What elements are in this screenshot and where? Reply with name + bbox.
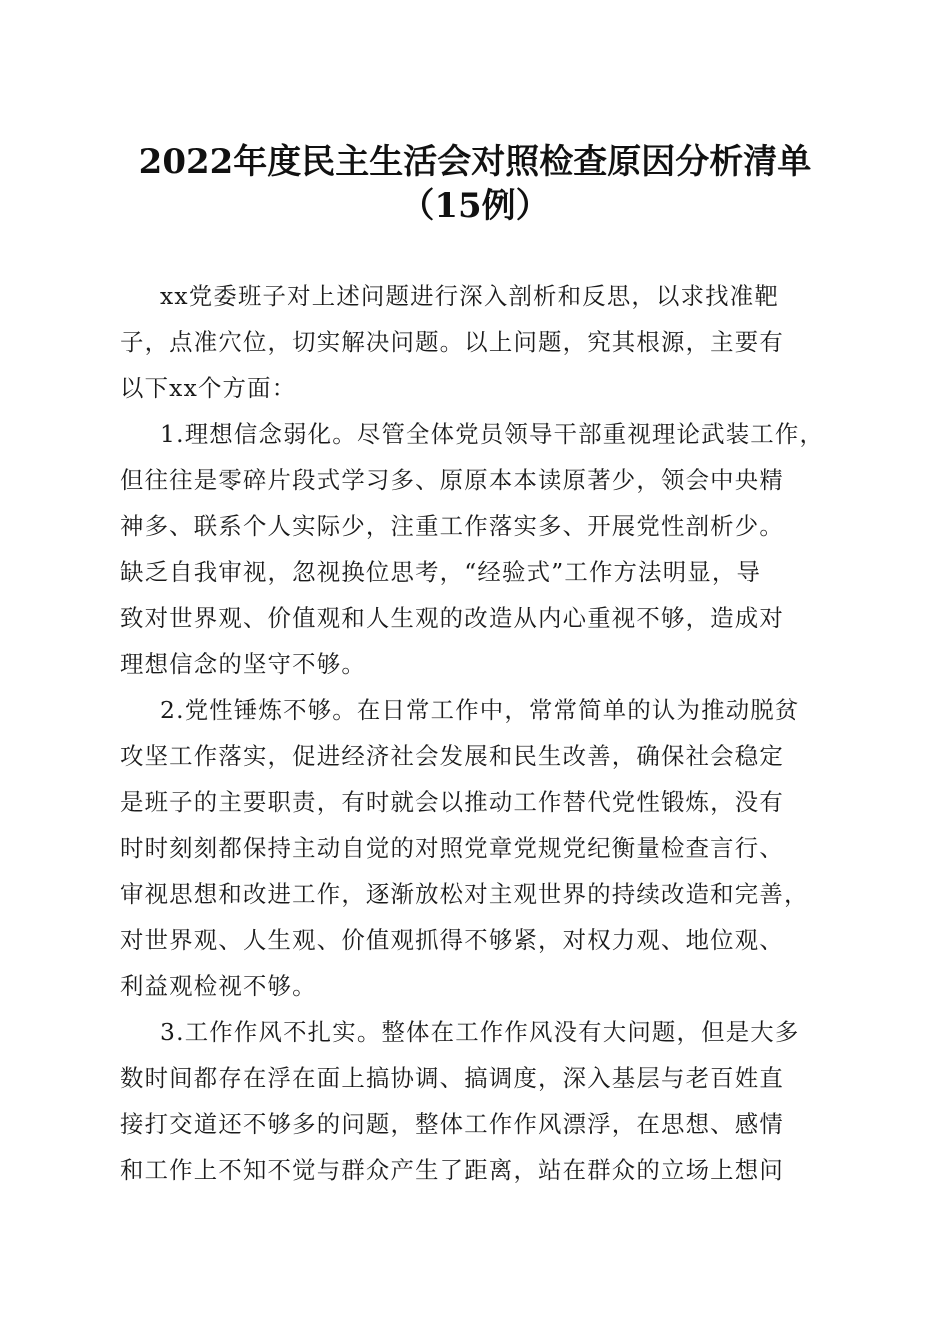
paragraph-line: 接打交道还不够多的问题，整体工作作风漂浮，在思想、感情 — [120, 1110, 784, 1138]
paragraph-line: 数时间都存在浮在面上搞协调、搞调度，深入基层与老百姓直 — [120, 1064, 784, 1092]
paragraph-item-1 — [120, 411, 832, 687]
paragraph-item-2 — [120, 687, 832, 1009]
paragraph-line: 攻坚工作落实，促进经济社会发展和民生改善，确保社会稳定 — [120, 742, 784, 770]
paragraph-line: xx党委班子对上述问题进行深入剖析和反思，以求找准靶 — [160, 282, 779, 310]
paragraph-line: 2.党性锤炼不够。在日常工作中，常常简单的认为推动脱贫 — [160, 696, 800, 724]
paragraph-line: 神多、联系个人实际少，注重工作落实多、开展党性剖析少。 — [120, 512, 784, 540]
document-title: 2022年度民主生活会对照检查原因分析清单 — [138, 142, 812, 182]
paragraph-line: 利益观检视不够。 — [120, 972, 317, 1000]
paragraph-line: 理想信念的坚守不够。 — [120, 650, 366, 678]
paragraph-line: 和工作上不知不觉与群众产生了距离，站在群众的立场上想问 — [120, 1156, 784, 1184]
paragraph-line: 是班子的主要职责，有时就会以推动工作替代党性锻炼，没有 — [120, 788, 784, 816]
paragraph-line: 子，点准穴位，切实解决问题。以上问题，究其根源，主要有 — [120, 328, 784, 356]
paragraph-line: 致对世界观、价值观和人生观的改造从内心重视不够，造成对 — [120, 604, 784, 632]
paragraph-line: 缺乏自我审视，忽视换位思考，“经验式”工作方法明显，导 — [120, 558, 762, 586]
paragraph-item-3 — [120, 1009, 832, 1193]
document-body — [120, 273, 832, 1193]
paragraph-line: 3.工作作风不扎实。整体在工作作风没有大问题，但是大多 — [160, 1018, 800, 1046]
paragraph-intro — [120, 273, 832, 411]
paragraph-line: 审视思想和改进工作，逐渐放松对主观世界的持续改造和完善， — [120, 880, 809, 908]
paragraph-line: 以下xx个方面： — [120, 374, 297, 402]
paragraph-line: 时时刻刻都保持主动自觉的对照党章党规党纪衡量检查言行、 — [120, 834, 784, 862]
paragraph-line: 1.理想信念弱化。尽管全体党员领导干部重视理论武装工作， — [160, 420, 825, 448]
paragraph-line: 但往往是零碎片段式学习多、原原本本读原著少，领会中央精 — [120, 466, 784, 494]
document-subtitle: （15例） — [400, 186, 550, 226]
paragraph-line: 对世界观、人生观、价值观抓得不够紧，对权力观、地位观、 — [120, 926, 784, 954]
